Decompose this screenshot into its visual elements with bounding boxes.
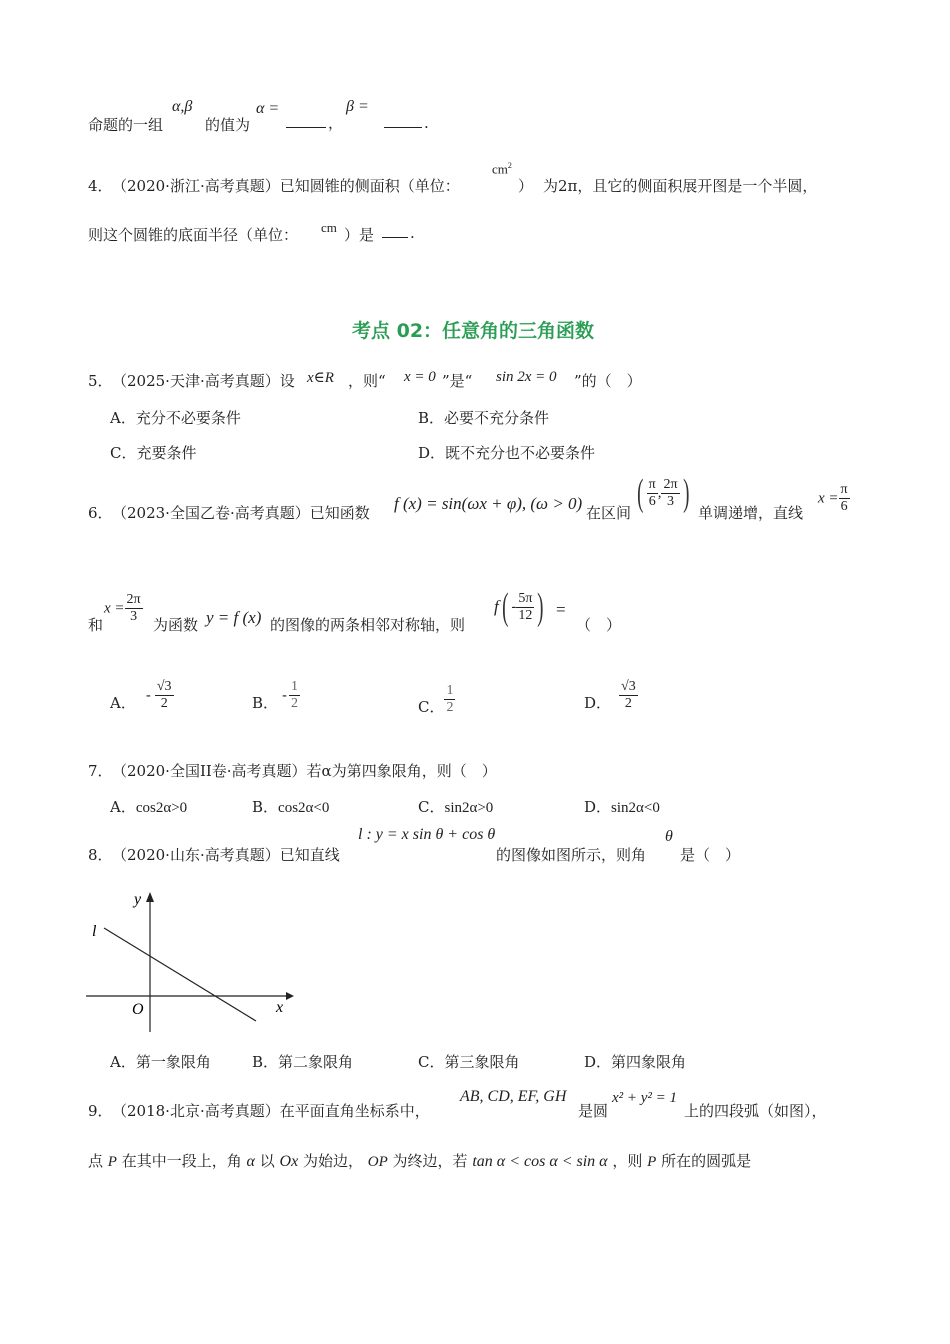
unit-exp: 2 xyxy=(507,161,512,170)
frac-2pi-3 xyxy=(125,592,143,625)
q4-line2-b: ）是 xyxy=(344,226,375,244)
line-label: l xyxy=(92,923,97,940)
q5-q: sin 2x = 0 xyxy=(496,369,557,385)
q6-f-neg-5pi-12 xyxy=(494,588,547,626)
option-label: D． xyxy=(584,1053,612,1071)
x-eq: x = xyxy=(818,490,839,507)
option-label: B． xyxy=(252,694,279,712)
q9-arcs: AB, CD, EF, GH xyxy=(460,1088,567,1105)
q8-option-c[interactable] xyxy=(418,1051,520,1072)
denominator: 2 xyxy=(160,696,168,711)
text: 所在的圆弧是 xyxy=(661,1152,752,1170)
option-text: 第二象限角 xyxy=(278,1053,354,1071)
text: 和 xyxy=(88,616,104,634)
numerator: π xyxy=(648,476,656,492)
option-label: B． xyxy=(252,1053,279,1071)
q8-option-d[interactable] xyxy=(584,1051,686,1072)
q5-p: x = 0 xyxy=(404,369,436,385)
comma: ， xyxy=(328,114,344,132)
q6-line-x2 xyxy=(104,592,143,625)
paren-right: ) xyxy=(682,472,690,514)
q6-function: f (x) = sin(ωx + φ), (ω > 0) xyxy=(394,494,583,513)
text: ，则 xyxy=(612,1152,643,1170)
q4-source: （2020·浙江·高考真题）已知圆锥的侧面积（单位： xyxy=(112,177,460,195)
denominator: 6 xyxy=(840,499,848,514)
x-label: x xyxy=(276,999,284,1016)
text: 为终边，若 xyxy=(392,1152,468,1170)
q5-option-c[interactable] xyxy=(110,442,197,463)
option-text: sin2α<0 xyxy=(611,800,660,816)
text: ，则“ xyxy=(348,372,386,390)
denominator: 3 xyxy=(130,609,138,624)
numerator: π xyxy=(840,482,848,497)
option-text: 必要不充分条件 xyxy=(444,409,550,427)
q5-option-d[interactable] xyxy=(418,442,595,463)
theta: θ xyxy=(665,828,673,845)
paren-left: ( xyxy=(501,586,509,628)
q8-source: （2020·山东·高考真题）已知直线 xyxy=(112,846,340,864)
paren-right: ) xyxy=(537,586,544,628)
denominator: 12 xyxy=(518,607,533,623)
option-label: C． xyxy=(418,698,445,716)
q4-line2: 则这个圆锥的底面半径（单位： xyxy=(88,226,299,244)
q4-number: 4． xyxy=(88,177,113,195)
equals: = xyxy=(556,600,566,619)
q4-close-paren: ） xyxy=(518,177,534,195)
op-ray: OP xyxy=(367,1154,388,1170)
q6-line-x1 xyxy=(818,482,850,515)
q8-line-graph xyxy=(80,882,300,1042)
q6-number: 6． xyxy=(88,504,113,522)
q5-number: 5． xyxy=(88,372,113,390)
numerator: 2π xyxy=(126,592,141,607)
text: 是（ ） xyxy=(680,846,741,864)
answer-blank-alpha[interactable] xyxy=(286,114,326,132)
denominator: 6 xyxy=(648,493,656,509)
frac-5pi-12 xyxy=(516,591,534,624)
text: 上的四段弧（如图）， xyxy=(684,1102,827,1120)
q9-number: 9． xyxy=(88,1102,113,1120)
frac-2pi-3 xyxy=(661,477,679,510)
alpha: α xyxy=(246,1153,255,1170)
q6-option-a[interactable] xyxy=(110,678,174,713)
text: 单调递增，直线 xyxy=(698,504,804,522)
option-label: A． xyxy=(110,694,136,712)
option-label: C． xyxy=(418,798,445,816)
option-text: 第一象限角 xyxy=(135,1053,211,1071)
option-text: cos2α>0 xyxy=(135,800,188,816)
option-text: 既不充分也不必要条件 xyxy=(445,444,596,462)
text: 在其中一段上，角 xyxy=(121,1152,242,1170)
q4-rest: 为2π，且它的侧面积展开图是一个半圆， xyxy=(543,177,818,195)
denominator: 2 xyxy=(624,696,632,711)
text: 在区间 xyxy=(586,504,632,522)
q6-interval xyxy=(634,474,692,512)
point-p: P xyxy=(107,1154,117,1170)
denominator: 2 xyxy=(291,696,299,711)
option-label: D． xyxy=(584,694,612,712)
q7-option-a[interactable] xyxy=(110,796,187,817)
option-label: D． xyxy=(584,798,612,816)
text: 点 xyxy=(88,1152,104,1170)
unit: cm xyxy=(492,161,508,177)
beta-eq: β = xyxy=(346,98,369,115)
q9-line2 xyxy=(88,1150,751,1171)
q8-number: 8． xyxy=(88,846,113,864)
f: f xyxy=(494,597,499,616)
denominator: 2 xyxy=(446,700,454,715)
q9-source: （2018·北京·高考真题）在平面直角坐标系中， xyxy=(112,1102,430,1120)
option-label: A． xyxy=(110,1053,136,1071)
option-label: B． xyxy=(418,409,445,427)
minus-sign: - xyxy=(282,687,288,704)
q8-line-equation: l : y = x sin θ + cos θ xyxy=(358,826,496,843)
comma: , xyxy=(657,485,662,501)
y-axis-arrow-icon xyxy=(146,892,154,902)
alpha-eq: α = xyxy=(256,100,280,117)
point-p: P xyxy=(647,1154,657,1170)
option-fraction xyxy=(155,679,174,712)
option-text: sin2α>0 xyxy=(444,800,494,816)
denominator: 3 xyxy=(667,493,675,509)
text: 的值为 xyxy=(205,116,251,134)
inequality: tan α < cos α < sin α xyxy=(472,1153,608,1170)
text: 为函数 xyxy=(153,616,199,634)
option-label: C． xyxy=(110,444,137,462)
option-text: cos2α<0 xyxy=(278,800,330,816)
option-fraction xyxy=(444,683,455,716)
y-label: y xyxy=(134,891,142,908)
q5-option-a[interactable] xyxy=(110,407,241,428)
q6-yfx: y = f (x) xyxy=(206,608,262,627)
q6-source: （2023·全国乙卷·高考真题）已知函数 xyxy=(112,504,370,522)
q7-option-d[interactable] xyxy=(584,796,660,817)
q3-continuation xyxy=(88,114,163,135)
minus-sign: - xyxy=(511,598,517,616)
q8-option-a[interactable] xyxy=(110,1051,211,1072)
line-l xyxy=(104,928,256,1021)
numerator: 2π xyxy=(663,476,678,492)
option-label: D． xyxy=(418,444,446,462)
text: 是圆 xyxy=(578,1102,609,1120)
frac-pi-6 xyxy=(839,482,850,515)
q7-option-b[interactable] xyxy=(252,796,329,817)
numerator: 5π xyxy=(518,590,533,606)
numerator: 1 xyxy=(291,679,299,694)
numerator: 1 xyxy=(446,683,454,698)
option-text: 充要条件 xyxy=(136,444,197,462)
q6-option-c[interactable] xyxy=(418,682,455,717)
option-text: 第三象限角 xyxy=(444,1053,520,1071)
text: 的图像的两条相邻对称轴，则 xyxy=(270,616,466,634)
ox-axis: Ox xyxy=(279,1153,299,1170)
text: ”的（ ） xyxy=(574,372,642,390)
numerator: √3 xyxy=(621,679,636,694)
q8-option-b[interactable] xyxy=(252,1051,353,1072)
q4-unit-len: cm xyxy=(321,220,337,235)
option-label: A． xyxy=(110,409,136,427)
text: 为始边， xyxy=(302,1152,363,1170)
q9-circle-equation: x² + y² = 1 xyxy=(612,1090,678,1106)
text: （ ） xyxy=(576,616,622,634)
section-heading: 考点 02：任意角的三角函数 xyxy=(352,320,595,342)
option-text: 充分不必要条件 xyxy=(135,409,241,427)
paren-left: ( xyxy=(637,472,644,514)
option-label: C． xyxy=(418,1053,445,1071)
q7-option-c[interactable] xyxy=(418,796,493,817)
option-fraction xyxy=(289,679,300,712)
alpha-beta-vars: α,β xyxy=(172,98,193,115)
option-fraction xyxy=(619,679,638,712)
answer-blank-beta[interactable] xyxy=(384,114,422,132)
minus-sign: - xyxy=(145,687,151,704)
text: 的图像如图所示，则角 xyxy=(496,846,647,864)
frac-pi-6 xyxy=(647,477,658,510)
option-label: A． xyxy=(110,798,136,816)
origin-label: O xyxy=(132,1001,144,1018)
option-label: B． xyxy=(252,798,279,816)
x-eq: x = xyxy=(104,600,125,617)
q5-source: （2025·天津·高考真题）设 xyxy=(112,372,295,390)
q4-answer-blank[interactable] xyxy=(382,224,408,242)
option-text: 第四象限角 xyxy=(611,1053,687,1071)
period: . xyxy=(424,114,429,132)
x-axis-arrow-icon xyxy=(286,992,294,1000)
text: 以 xyxy=(259,1152,275,1170)
q7-source: （2020·全国II卷·高考真题）若α为第四象限角，则（ ） xyxy=(112,762,497,780)
q6-option-b[interactable] xyxy=(252,678,300,713)
text: 命题的一组 xyxy=(88,116,164,134)
q5-condition: x∈R xyxy=(307,370,334,386)
q6-option-d[interactable] xyxy=(584,678,638,713)
q5-option-b[interactable] xyxy=(418,407,549,428)
numerator: √3 xyxy=(156,679,172,694)
q7-number: 7． xyxy=(88,762,113,780)
q4-unit-area xyxy=(492,161,512,177)
text: ”是“ xyxy=(442,372,473,390)
period: . xyxy=(410,224,415,242)
